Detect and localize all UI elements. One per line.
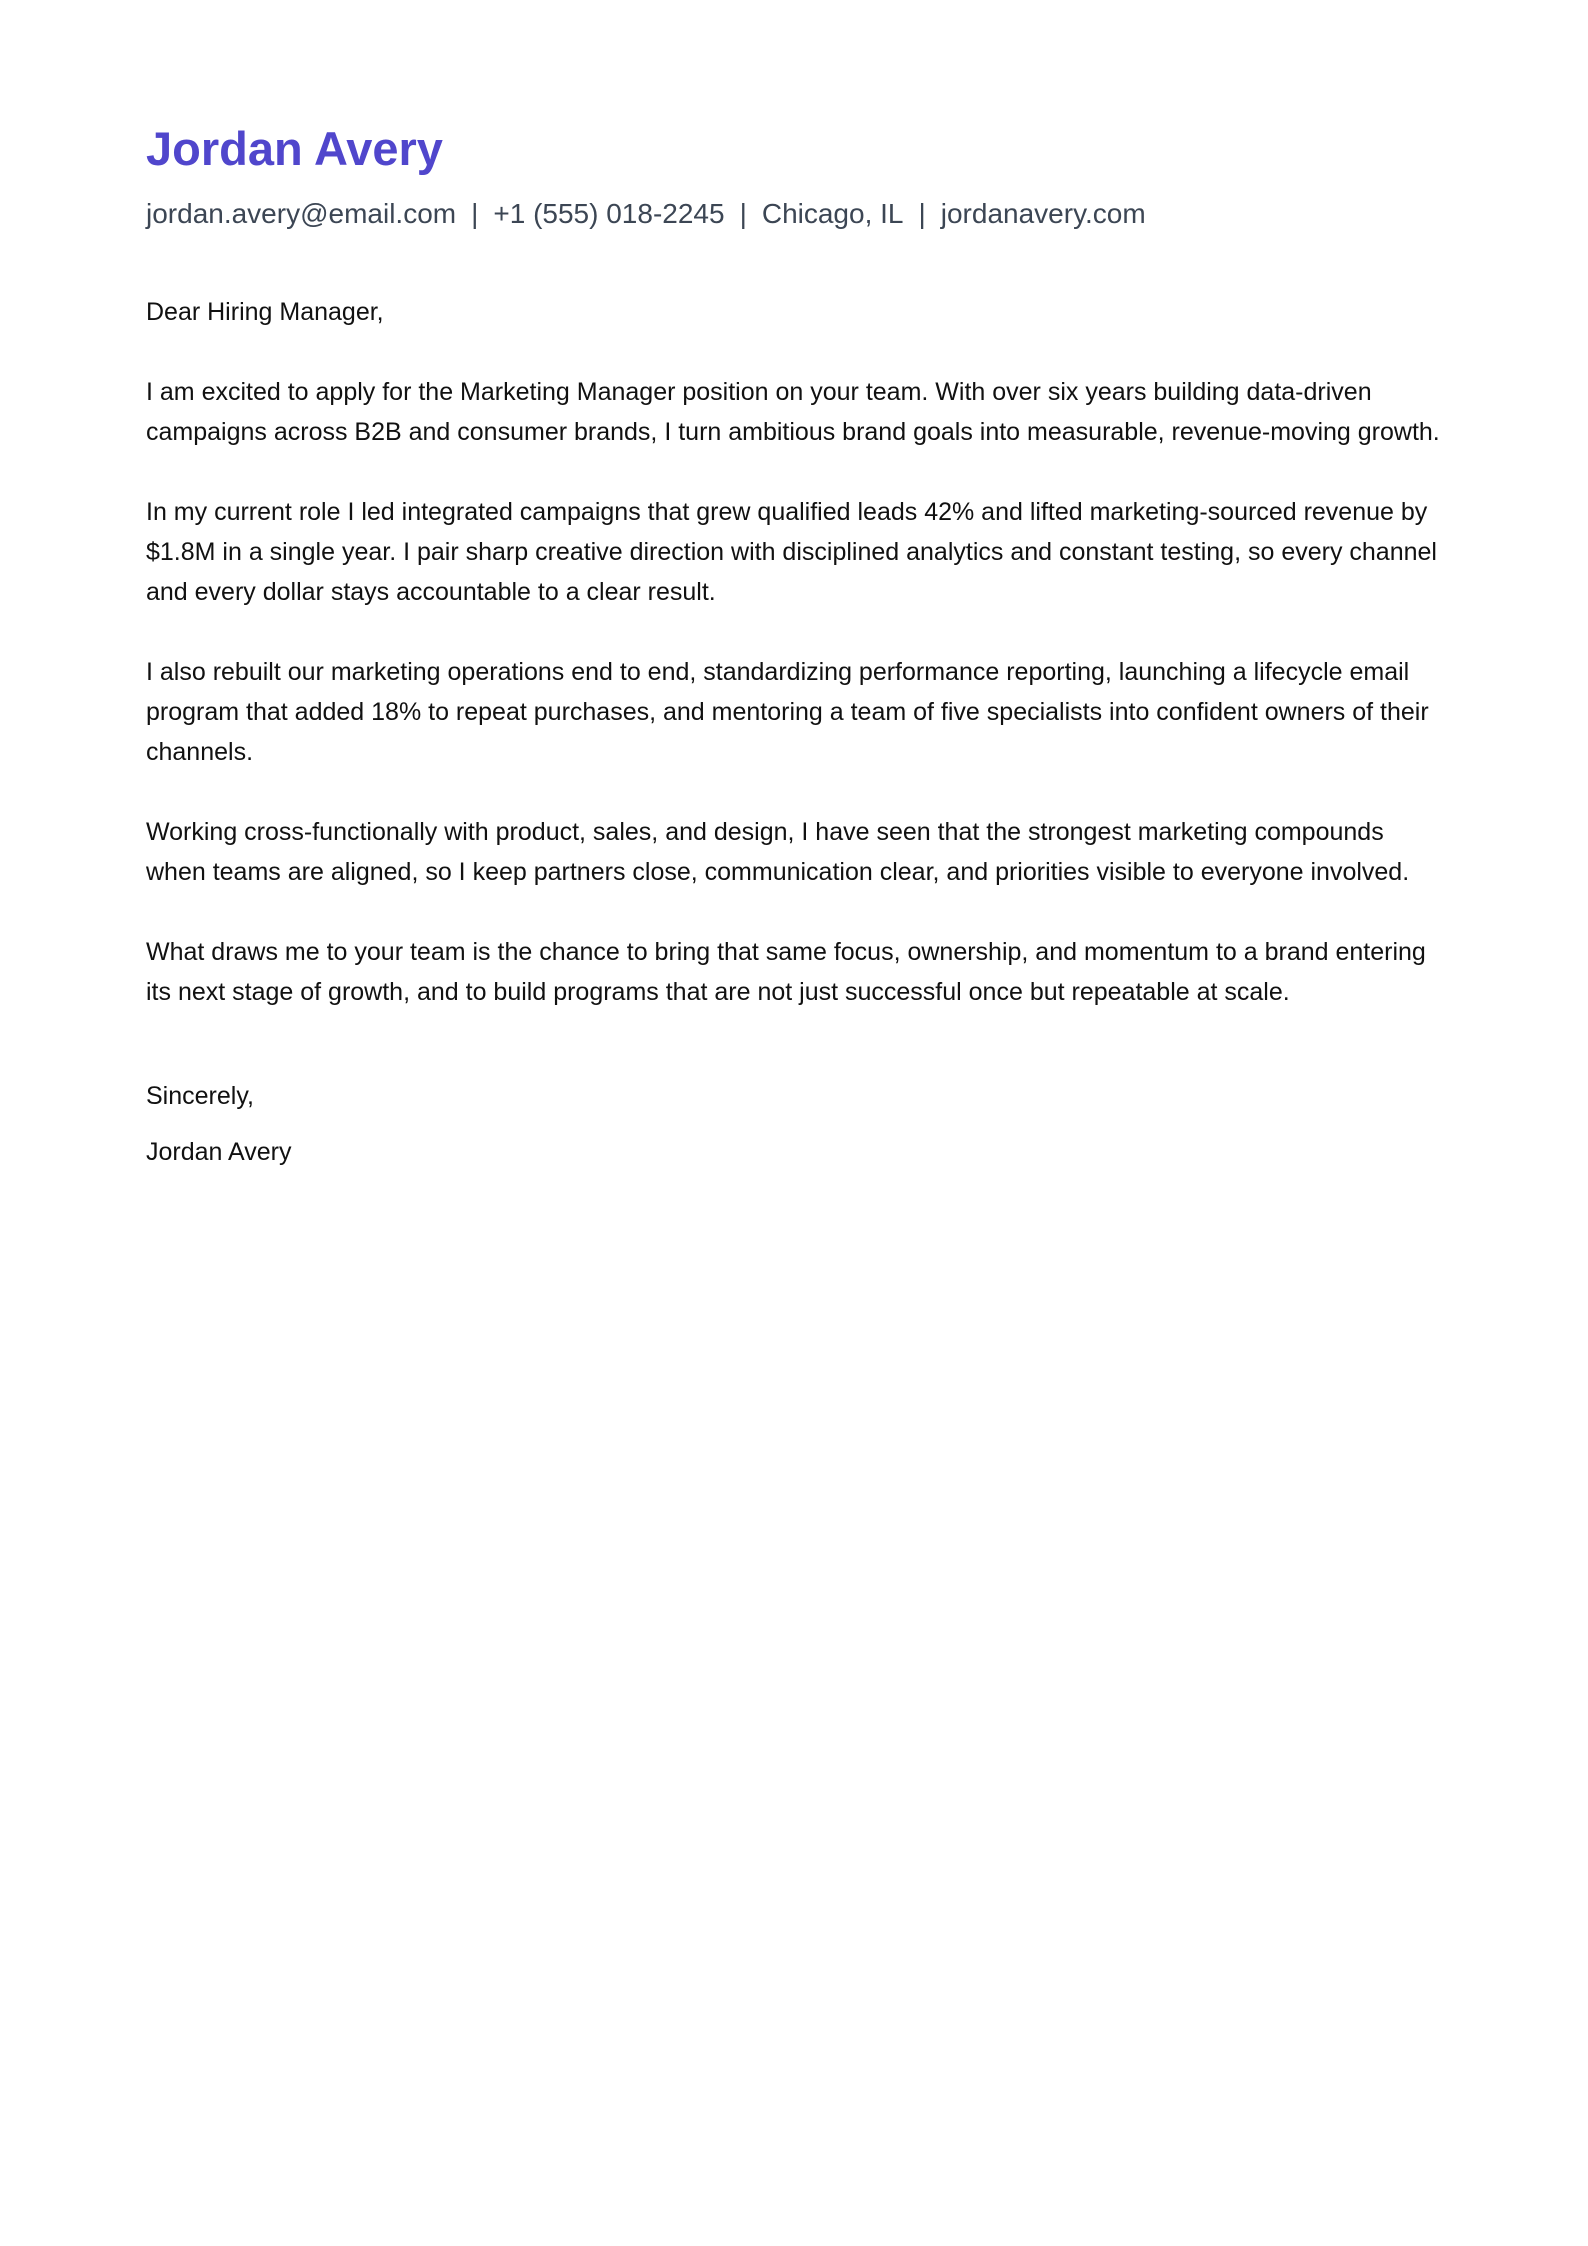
contact-separator: | bbox=[471, 198, 479, 229]
body-paragraph: In my current role I led integrated campaigns that grew qualified leads 42% and lifted marketing-sourced revenue by $1.8M in a single year. I pair sharp creative direction with disciplined analytics and constant testing, so every channel and every dollar stays accountable to a clear result. bbox=[146, 498, 1437, 606]
contact-line bbox=[146, 195, 1446, 233]
body-paragraph: I also rebuilt our marketing operations end to end, standardizing performance reporting, launching a lifecycle email program that added 18% to repeat purchases, and mentoring a team of five specialists into confident owners of their channels. bbox=[146, 658, 1429, 766]
closing: Sincerely, bbox=[146, 1082, 254, 1110]
contact-phone: +1 (555) 018-2245 bbox=[493, 198, 725, 229]
contact-email: jordan.avery@email.com bbox=[146, 198, 457, 229]
applicant-name: Jordan Avery bbox=[146, 122, 443, 175]
salutation: Dear Hiring Manager, bbox=[146, 298, 384, 326]
body-paragraph: I am excited to apply for the Marketing Manager position on your team. With over six years building data-driven campaigns across B2B and consumer brands, I turn ambitious brand goals into measurable, revenue-moving growth. bbox=[146, 378, 1440, 446]
signature: Jordan Avery bbox=[146, 1138, 292, 1166]
contact-separator: | bbox=[918, 198, 926, 229]
contact-separator: | bbox=[739, 198, 747, 229]
body-paragraph: What draws me to your team is the chance to bring that same focus, ownership, and momentum to a brand entering its next stage of growth, and to build programs that are not just successful once but repeatable at scale. bbox=[146, 938, 1426, 1006]
contact-location: Chicago, IL bbox=[761, 198, 904, 229]
body-paragraph: Working cross-functionally with product, sales, and design, I have seen that the strongest marketing compounds when teams are aligned, so I keep partners close, communication clear, and priorities visible to everyone involved. bbox=[146, 818, 1410, 886]
cover-letter bbox=[146, 118, 1446, 1172]
contact-website: jordanavery.com bbox=[940, 198, 1146, 229]
